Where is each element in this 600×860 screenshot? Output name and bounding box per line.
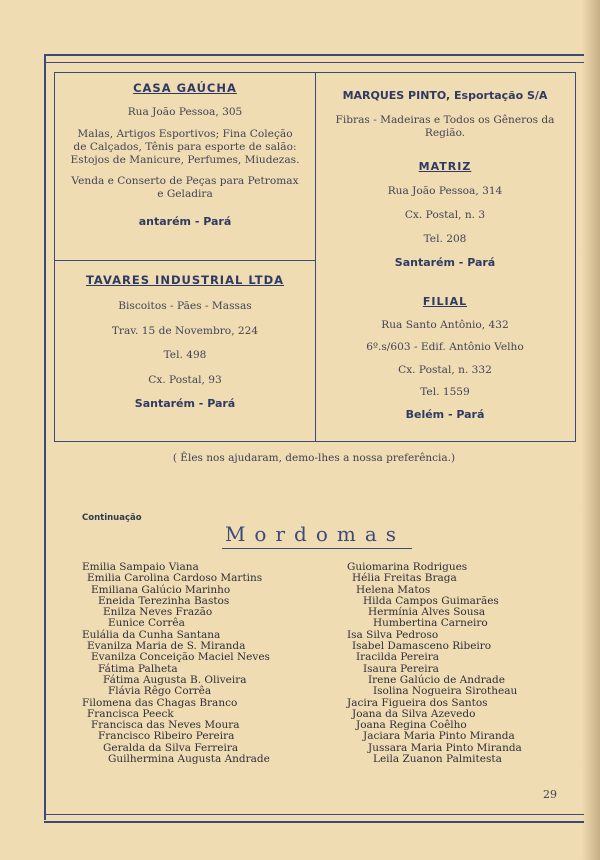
name-entry: Jacira Figueira dos Santos (347, 696, 488, 709)
tavares-po-box: Cx. Postal, 93 (148, 373, 222, 386)
casa-gaucha-products-line: Malas, Artigos Esportivos; Fina Coleção (77, 128, 293, 140)
name-entry: Evanilza Conceição Maciel Neves (91, 651, 270, 664)
page-edge-shadow (582, 0, 600, 860)
matriz-po-box: Cx. Postal, n. 3 (404, 209, 486, 221)
casa-gaucha-name: CASA GAÚCHA (133, 81, 237, 95)
name-entry: Francisca das Neves Moura (91, 719, 240, 732)
name-entry: Isabel Damasceno Ribeiro (352, 640, 492, 653)
name-entry: Joana Regina Coêlho (356, 719, 467, 732)
ad-marques-pinto (317, 89, 573, 426)
name-entry: Hilda Campos Guimarães (363, 594, 499, 607)
marques-pinto-filial (317, 291, 573, 426)
name-entry: Isolina Nogueira Sirotheau (373, 685, 518, 698)
name-entry: Leila Zuanon Palmitesta (373, 753, 502, 766)
name-entry: Emiliana Galúcio Marinho (91, 583, 231, 596)
casa-gaucha-city: antarém - Pará (138, 215, 232, 228)
name-entry: Iracilda Pereira (356, 651, 440, 664)
name-entry: Fátima Palheta (98, 662, 178, 675)
name-entry: Enilza Neves Frazão (103, 606, 213, 619)
name-entry: Eunice Corrêa (108, 617, 185, 630)
page-number: 29 (543, 788, 557, 801)
name-entry: Flávia Rêgo Corrêa (108, 685, 212, 698)
name-entry: Francisco Ribeiro Pereira (98, 730, 235, 743)
tavares-phone: Tel. 498 (163, 349, 207, 361)
filial-suite: 6º.s/603 - Edif. Antônio Velho (366, 341, 524, 353)
name-entry: Geralda da Silva Ferreira (103, 741, 239, 754)
name-entry: Hélia Freitas Braga (352, 572, 457, 585)
ad-horizontal-divider (54, 260, 315, 261)
tavares-city: Santarém - Pará (134, 397, 236, 410)
ad-casa-gaucha (56, 82, 314, 228)
name-entry: Jaciara Maria Pinto Miranda (363, 730, 515, 743)
name-entry: Francisca Peeck (87, 707, 174, 720)
name-entry: Filomena das Chagas Branco (82, 696, 238, 709)
tavares-products: Biscoitos - Pães - Massas (118, 300, 252, 312)
frame-bottom-rule (44, 814, 584, 823)
preference-note: ( Êles nos ajudaram, demo-lhes a nossa preferência.) (172, 452, 456, 464)
name-entry: Isaura Pereira (363, 662, 439, 675)
filial-phone: Tel. 1559 (420, 386, 470, 398)
filial-po-box: Cx. Postal, n. 332 (398, 363, 492, 376)
names-list-right (347, 562, 522, 765)
name-entry: Evanilza Maria de S. Miranda (87, 640, 246, 653)
frame-left-rule (44, 54, 46, 820)
section-title-rule (222, 548, 412, 549)
marques-pinto-name: MARQUES PINTO, Esportação S/A (342, 89, 548, 102)
ad-tavares-industrial (56, 273, 314, 417)
name-entry: Emilia Sampaio Viana (82, 561, 199, 573)
name-entry: Guiomarina Rodrigues (347, 561, 468, 573)
matriz-heading: MATRIZ (418, 160, 472, 173)
filial-address: Rua Santo Antônio, 432 (381, 318, 509, 331)
filial-city: Belém - Pará (405, 407, 485, 421)
marques-pinto-matriz (317, 155, 573, 275)
matriz-city: Santarém - Pará (394, 256, 496, 269)
ad-vertical-divider (315, 72, 316, 442)
casa-gaucha-service-line: Venda e Conserto de Peças para Petromax (71, 175, 299, 187)
names-list-left (82, 562, 270, 765)
name-entry: Fátima Augusta B. Oliveira (103, 673, 247, 686)
name-entry: Isa Silva Pedroso (347, 628, 439, 641)
name-entry: Joana da Silva Azevedo (352, 707, 476, 720)
matriz-address: Rua João Pessoa, 314 (387, 185, 503, 197)
casa-gaucha-service-line: e Geladira (157, 188, 213, 200)
continued-label: Continuação (82, 513, 142, 523)
name-entry: Irene Galúcio de Andrade (368, 673, 505, 686)
name-entry: Eneida Terezinha Bastos (98, 594, 230, 607)
casa-gaucha-address: Rua João Pessoa, 305 (127, 106, 243, 118)
name-entry: Eulália da Cunha Santana (82, 628, 221, 641)
tavares-address: Trav. 15 de Novembro, 224 (111, 324, 259, 337)
frame-top-rule (44, 54, 584, 63)
section-title: Mordomas (224, 522, 406, 546)
name-entry: Emilia Carolina Cardoso Martins (87, 572, 263, 585)
tavares-name: TAVARES INDUSTRIAL LTDA (85, 273, 285, 287)
matriz-phone: Tel. 208 (423, 233, 467, 245)
marques-pinto-products-line: Região. (424, 127, 466, 139)
marques-pinto-products-line: Fibras - Madeiras e Todos os Gêneros da (335, 114, 555, 126)
name-entry: Guilhermina Augusta Andrade (108, 753, 270, 766)
name-entry: Hermínia Alves Sousa (368, 606, 486, 619)
filial-heading: FILIAL (422, 295, 468, 308)
casa-gaucha-products-line: Estojos de Manicure, Perfumes, Miudezas. (70, 154, 300, 166)
casa-gaucha-products-line: de Calçados, Tênis para esporte de salão: (73, 141, 297, 153)
name-entry: Jussara Maria Pinto Miranda (368, 741, 522, 754)
name-entry: Humbertina Carneiro (373, 617, 488, 630)
name-entry: Helena Matos (356, 583, 431, 596)
